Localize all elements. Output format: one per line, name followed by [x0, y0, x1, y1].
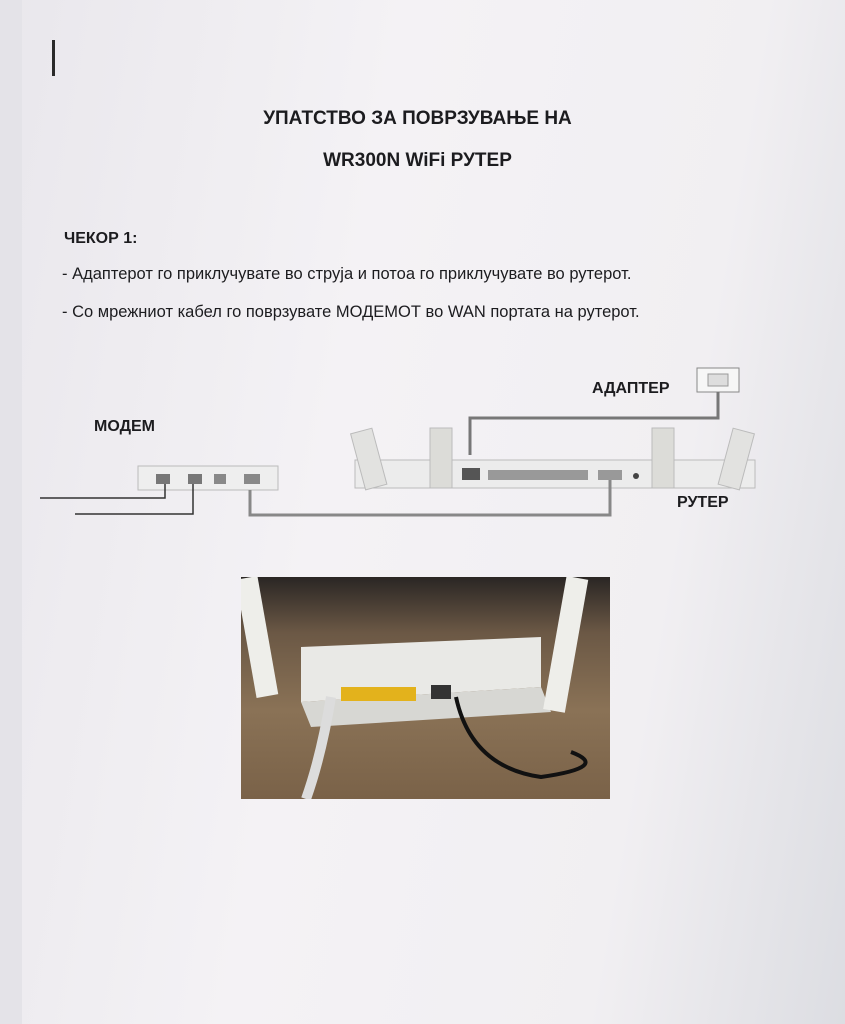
router-illustration	[351, 428, 755, 490]
modem-label: МОДЕМ	[94, 418, 155, 435]
instruction-2: - Со мрежниот кабел го поврзувате МОДЕМОТ во WAN портата на рутерот.	[62, 303, 640, 321]
router-photo	[241, 577, 610, 799]
adapter-cable	[470, 392, 718, 455]
modem-illustration	[138, 466, 278, 490]
step-heading: ЧЕКОР 1:	[64, 230, 138, 247]
instruction-1: - Адаптерот го приклучувате во струја и потоа го приклучувате во рутерот.	[62, 265, 632, 283]
router-label: РУТЕР	[677, 494, 729, 511]
document-title-line2: WR300N WiFi РУТЕР	[323, 150, 512, 171]
document-title-line1: УПАТСТВО ЗА ПОВРЗУВАЊЕ НА	[263, 108, 572, 129]
adapter-label: АДАПТЕР	[592, 380, 670, 397]
